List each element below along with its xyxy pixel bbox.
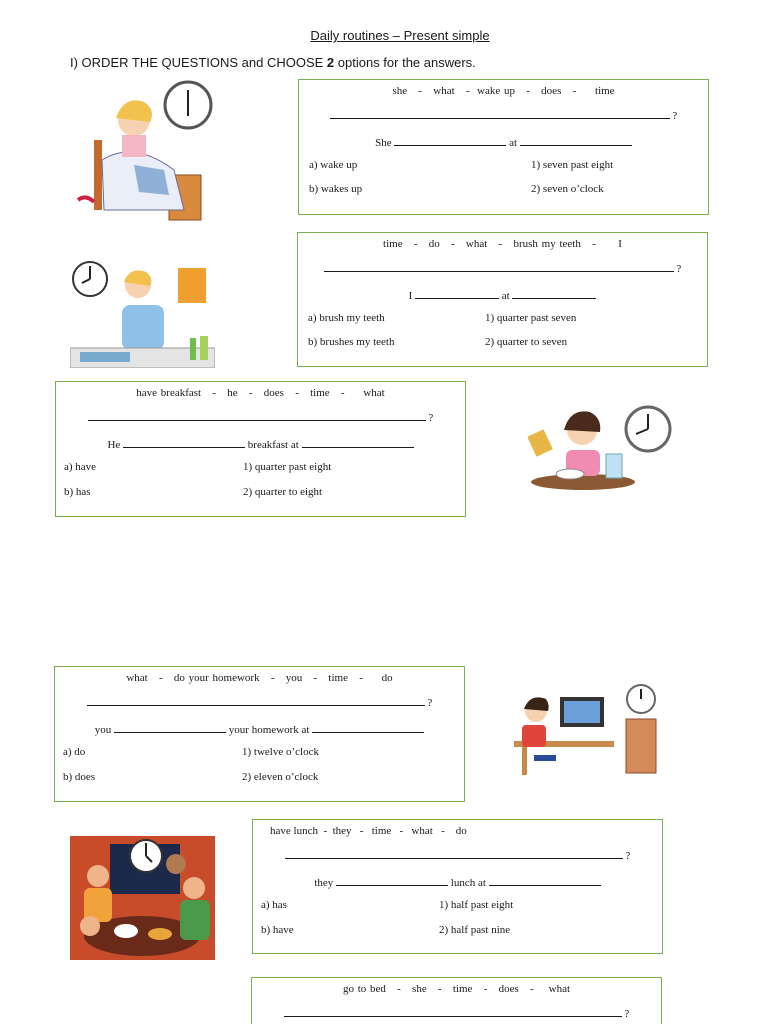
verb-option-a[interactable]: a) wake up: [309, 159, 358, 171]
question-answer-line[interactable]: [87, 695, 425, 706]
question-answer-line[interactable]: [285, 848, 623, 859]
time-option-2[interactable]: 2) half past nine: [439, 924, 511, 936]
time-blank[interactable]: [312, 722, 424, 733]
time-option-2[interactable]: 2) eleven o’clock: [242, 771, 319, 783]
girl-waking-up-illustration: [74, 80, 214, 225]
girl-breakfast-illustration: [528, 402, 673, 492]
exercise-box-2: time - do - what - brush my teeth - I ? I at a) brush my teeth b) brushes my teeth 1) quarter past seven 2) quarter to seven: [297, 232, 708, 367]
scrambled-words: time - do - what - brush my teeth - I: [383, 238, 622, 250]
verb-option-b[interactable]: b) brushes my teeth: [308, 336, 395, 348]
verb-option-a[interactable]: a) brush my teeth: [308, 312, 385, 324]
verb-blank[interactable]: [336, 875, 448, 886]
time-option-1[interactable]: 1) quarter past eight: [243, 461, 332, 473]
worksheet-title: Daily routines – Present simple: [310, 28, 490, 43]
time-blank[interactable]: [512, 288, 596, 299]
girl-brushing-teeth-illustration: [70, 260, 215, 368]
time-blank[interactable]: [520, 135, 632, 146]
exercise-box-1: she - what - wake up - does - time ? She at a) wake up b) wakes up 1) seven past eight 2) seven o’clock: [298, 79, 709, 215]
answer-sentence: He breakfast at: [56, 437, 465, 451]
time-blank[interactable]: [302, 437, 414, 448]
scrambled-words: she - what - wake up - does - time: [392, 85, 615, 97]
answer-sentence: they lunch at: [253, 875, 662, 889]
time-option-1[interactable]: 1) quarter past seven: [485, 312, 577, 324]
verb-blank[interactable]: [415, 288, 499, 299]
question-answer-line[interactable]: [330, 108, 670, 119]
scrambled-words: have breakfast - he - does - time - what: [136, 387, 385, 399]
time-option-1[interactable]: 1) twelve o’clock: [242, 746, 319, 758]
exercise-box-4: what - do your homework - you - time - do ? you your homework at a) do b) does 1) twelve o’clock 2) eleven o’clock: [54, 666, 465, 802]
exercise-box-6: go to bed - she - time - does - what ?: [251, 977, 662, 1024]
verb-option-b[interactable]: b) has: [64, 486, 91, 498]
time-option-1[interactable]: 1) half past eight: [439, 899, 514, 911]
time-option-2[interactable]: 2) seven o’clock: [531, 183, 604, 195]
scrambled-words: what - do your homework - you - time - do: [126, 672, 393, 684]
family-lunch-illustration: [70, 836, 215, 960]
answer-sentence: She at: [299, 135, 708, 149]
verb-option-a[interactable]: a) have: [64, 461, 97, 473]
verb-option-b[interactable]: b) have: [261, 924, 294, 936]
verb-option-a[interactable]: a) has: [261, 899, 287, 911]
question-answer-line[interactable]: [284, 1006, 622, 1017]
scrambled-words: go to bed - she - time - does - what: [342, 983, 571, 995]
verb-option-b[interactable]: b) wakes up: [309, 183, 363, 195]
time-blank[interactable]: [489, 875, 601, 886]
exercise-box-3: have breakfast - he - does - time - what ? He breakfast at a) have b) has 1) quarter past eight 2) quarter to eight: [55, 381, 466, 517]
time-option-2[interactable]: 2) quarter to seven: [485, 336, 568, 348]
verb-option-a[interactable]: a) do: [63, 746, 86, 758]
answer-sentence: I at: [298, 288, 707, 302]
question-answer-line[interactable]: [88, 410, 426, 421]
girl-homework-illustration: [514, 683, 659, 775]
answer-sentence: you your homework at: [55, 722, 464, 736]
verb-blank[interactable]: [114, 722, 226, 733]
verb-blank[interactable]: [123, 437, 245, 448]
verb-blank[interactable]: [394, 135, 506, 146]
verb-option-b[interactable]: b) does: [63, 771, 96, 783]
exercise-box-5: have lunch - they - time - what - do ? they lunch at a) has b) have 1) half past eight 2) half past nine: [252, 819, 663, 954]
instruction: I) ORDER THE QUESTIONS and CHOOSE 2 options for the answers.: [70, 55, 476, 70]
scrambled-words: have lunch - they - time - what - do: [270, 825, 467, 837]
question-answer-line[interactable]: [324, 261, 674, 272]
time-option-1[interactable]: 1) seven past eight: [531, 159, 614, 171]
time-option-2[interactable]: 2) quarter to eight: [243, 486, 323, 498]
